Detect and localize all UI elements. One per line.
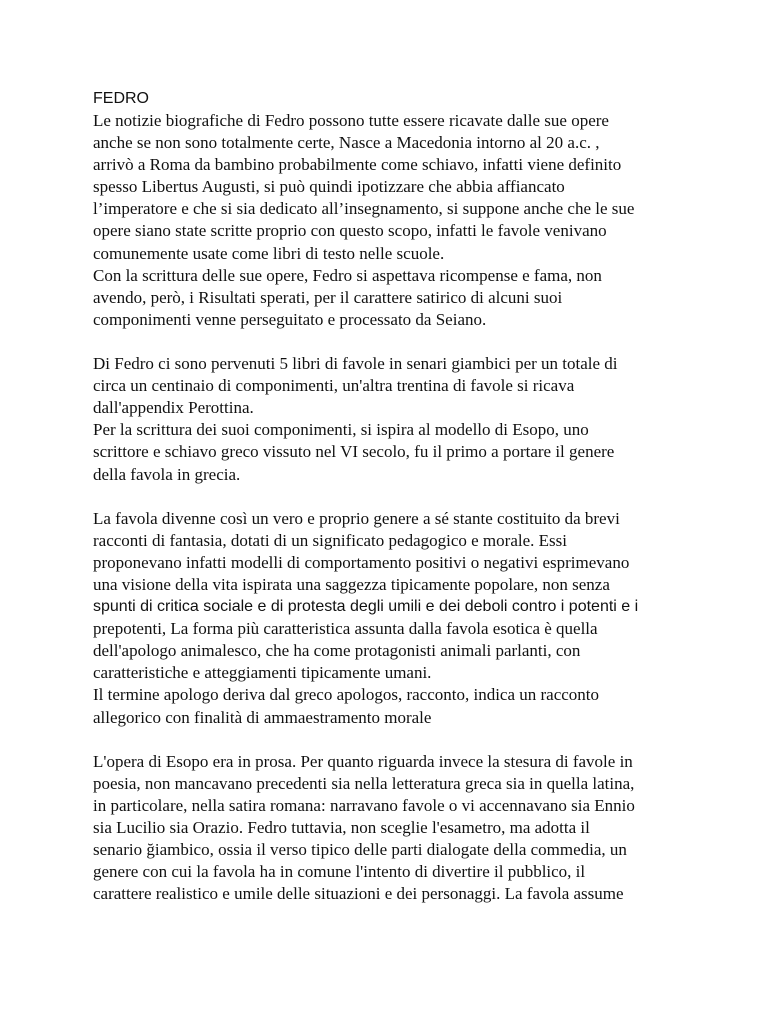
text-line: scrittore e schiavo greco vissuto nel VI secolo, fu il primo a portare il genere: [93, 442, 615, 462]
text-line: La favola divenne così un vero e proprio genere a sé stante costituito da brevi: [93, 508, 620, 528]
text-line: Con la scrittura delle sue opere, Fedro si aspettava ricompense e fama, non: [93, 265, 602, 285]
text-line: della favola in grecia.: [93, 464, 241, 484]
text-line: Per la scrittura dei suoi componimenti, si ispira al modello di Esopo, uno: [93, 420, 589, 440]
document-body: [93, 110, 693, 905]
text-line: carattere realistico e umile delle situazioni e dei personaggi. La favola assume: [93, 884, 624, 904]
document-title: FEDRO: [93, 90, 149, 107]
text-line: allegorico con finalità di ammaestramento morale: [93, 707, 432, 727]
text-line: dall'appendix Perottina.: [93, 398, 254, 418]
text-line: l’imperatore e che si sia dedicato all’insegnamento, si suppone anche che le sue: [93, 199, 635, 219]
text-line: senario ğiambico, ossia il verso tipico delle parti dialogate della commedia, un: [93, 840, 627, 860]
text-line: racconti di fantasia, dotati di un significato pedagogico e morale. Essi: [93, 530, 567, 550]
text-line: sia Lucilio sia Orazio. Fedro tuttavia, non sceglie l'esametro, ma adotta il: [93, 818, 590, 837]
text-line: spunti di critica sociale e di protesta degli umili e dei deboli contro i potenti e i: [93, 598, 639, 616]
text-line: Il termine apologo deriva dal greco apologos, racconto, indica un racconto: [93, 685, 600, 705]
text-line: proponevano infatti modelli di comportamento positivi o negativi esprimevano: [93, 552, 630, 572]
text-line: arrivò a Roma da bambino probabilmente come schiavo, infatti viene definito: [93, 155, 622, 175]
text-line: comunemente usate come libri di testo nelle scuole.: [93, 243, 445, 263]
text-line: avendo, però, i Risultati sperati, per il carattere satirico di alcuni suoi: [93, 287, 563, 307]
text-line: Le notizie biografiche di Fedro possono tutte essere ricavate dalle sue opere: [93, 111, 609, 130]
text-line: L'opera di Esopo era in prosa. Per quanto riguarda invece la stesura di favole in: [93, 751, 633, 771]
text-line: in particolare, nella satira romana: narravano favole o vi accennavano sia Ennio: [93, 795, 635, 815]
text-line: circa un centinaio di componimenti, un'altra trentina di favole si ricava: [93, 376, 575, 396]
text-line: genere con cui la favola ha in comune l'intento di divertire il pubblico, il: [93, 862, 586, 882]
paragraph-break: [93, 331, 693, 353]
text-line: componimenti venne perseguitato e processato da Seiano.: [93, 309, 487, 329]
text-line: Di Fedro ci sono pervenuti 5 libri di favole in senari giambici per un totale di: [93, 354, 618, 374]
text-line: caratteristiche e atteggiamenti tipicamente umani.: [93, 663, 432, 683]
text-line: dell'apologo animalesco, che ha come protagonisti animali parlanti, con: [93, 641, 581, 661]
text-line: anche se non sono totalmente certe, Nasce a Macedonia intorno al 20 a.c. ,: [93, 133, 600, 153]
document-page: [93, 88, 693, 905]
paragraph-break: [93, 729, 693, 751]
text-line: prepotenti, La forma più caratteristica assunta dalla favola esotica è quella: [93, 619, 598, 639]
text-line: poesia, non mancavano precedenti sia nella letteratura greca sia in quella latina,: [93, 773, 635, 793]
text-line: spesso Libertus Augusti, si può quindi ipotizzare che abbia affiancato: [93, 177, 565, 197]
paragraph-break: [93, 486, 693, 508]
text-line: una visione della vita ispirata una saggezza tipicamente popolare, non senza: [93, 574, 610, 594]
text-line: opere siano state scritte proprio con questo scopo, infatti le favole venivano: [93, 221, 607, 241]
